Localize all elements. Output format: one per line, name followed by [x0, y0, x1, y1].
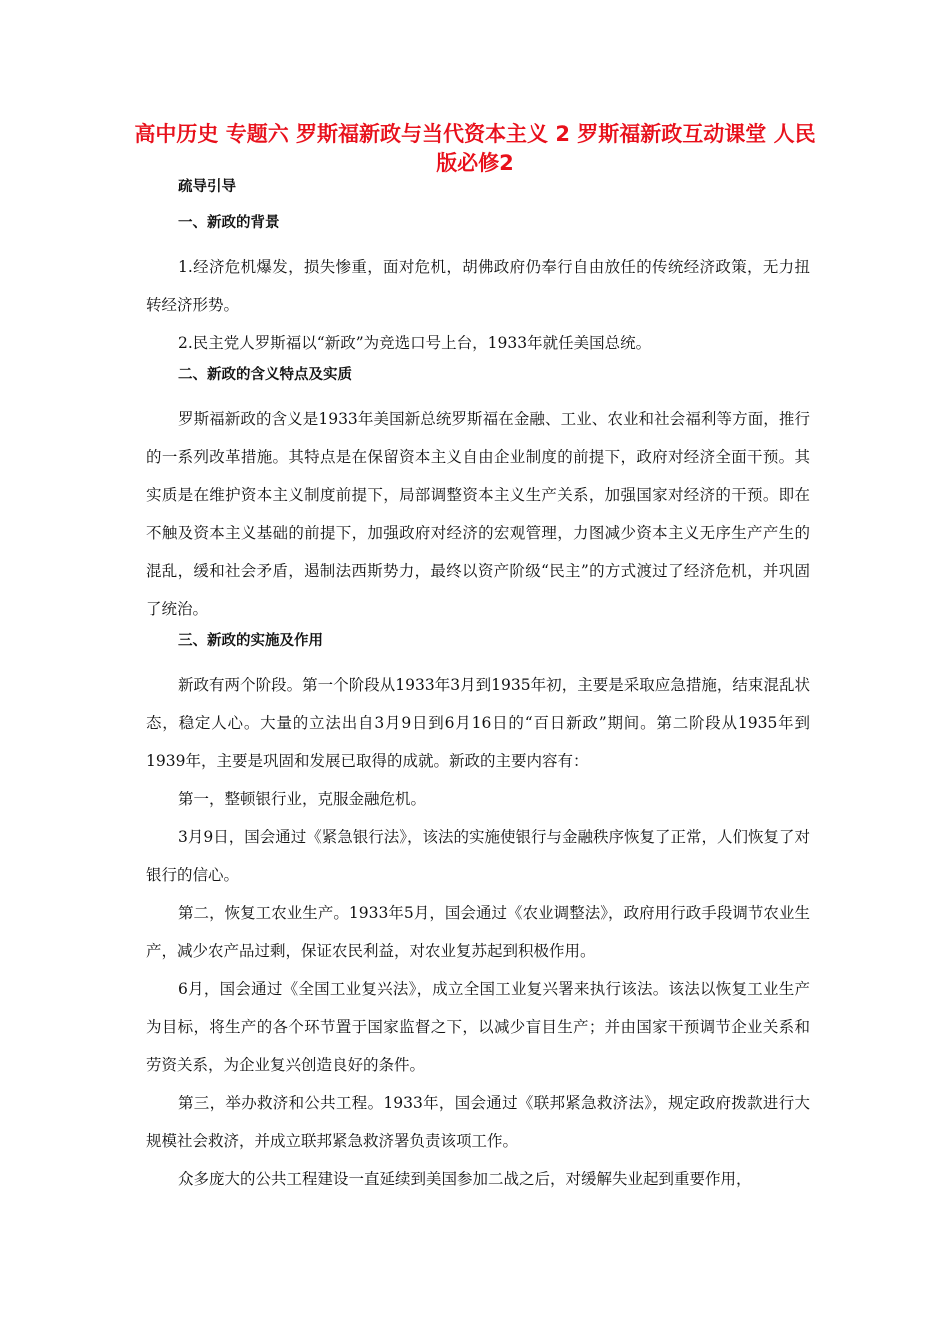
- section-1-paragraph-1: 1.经济危机爆发，损失惨重，面对危机，胡佛政府仍奉行自由放任的传统经济政策，无力扭转经济形势。: [146, 258, 810, 314]
- guide-label: 疏导引导: [178, 179, 236, 195]
- section-3-paragraph-4: 第二，恢复工农业生产。1933年5月，国会通过《农业调整法》，政府用行政手段调节农业生产，减少农产品过剩，保证农民利益，对农业复苏起到积极作用。: [146, 904, 810, 960]
- section-3-heading: 三、新政的实施及作用: [178, 633, 323, 649]
- document-title: 高中历史 专题六 罗斯福新政与当代资本主义 2 罗斯福新政互动课堂 人民版必修2: [134, 122, 816, 175]
- section-3-paragraph-5: 6月，国会通过《全国工业复兴法》，成立全国工业复兴署来执行该法。该法以恢复工业生产为目标，将生产的各个环节置于国家监督之下，以减少盲目生产；并由国家干预调节企业关系和劳资关系，为企业复兴创造良好的条件。: [146, 980, 810, 1074]
- section-2-heading: 二、新政的含义特点及实质: [178, 367, 352, 383]
- section-1-paragraph-2: 2.民主党人罗斯福以“新政”为竞选口号上台，1933年就任美国总统。: [178, 334, 652, 352]
- section-3-paragraph-7: 众多庞大的公共工程建设一直延续到美国参加二战之后，对缓解失业起到重要作用，: [178, 1170, 752, 1188]
- section-3-paragraph-1: 新政有两个阶段。第一个阶段从1933年3月到1935年初，主要是采取应急措施，结束混乱状态，稳定人心。大量的立法出自3月9日到6月16日的“百日新政”期间。第二阶段从1935年到1939年，主要是巩固和发展已取得的成就。新政的主要内容有：: [146, 676, 810, 770]
- section-3-paragraph-6: 第三，举办救济和公共工程。1933年，国会通过《联邦紧急救济法》，规定政府拨款进行大规模社会救济，并成立联邦紧急救济署负责该项工作。: [146, 1094, 810, 1150]
- document-body: [146, 176, 810, 1198]
- section-2-paragraph-1: 罗斯福新政的含义是1933年美国新总统罗斯福在金融、工业、农业和社会福利等方面，推行的一系列改革措施。其特点是在保留资本主义自由企业制度的前提下，政府对经济全面干预。其实质是在维护资本主义制度前提下，局部调整资本主义生产关系，加强国家对经济的干预。即在不触及资本主义基础的前提下，加强政府对经济的宏观管理，力图减少资本主义无序生产产生的混乱，缓和社会矛盾，遏制法西斯势力，最终以资产阶级“民主”的方式渡过了经济危机，并巩固了统治。: [146, 410, 810, 618]
- section-1-heading: 一、新政的背景: [178, 215, 280, 231]
- section-3-paragraph-3: 3月9日，国会通过《紧急银行法》，该法的实施使银行与金融秩序恢复了正常，人们恢复了对银行的信心。: [146, 828, 810, 884]
- section-3-paragraph-2: 第一，整顿银行业，克服金融危机。: [178, 790, 427, 808]
